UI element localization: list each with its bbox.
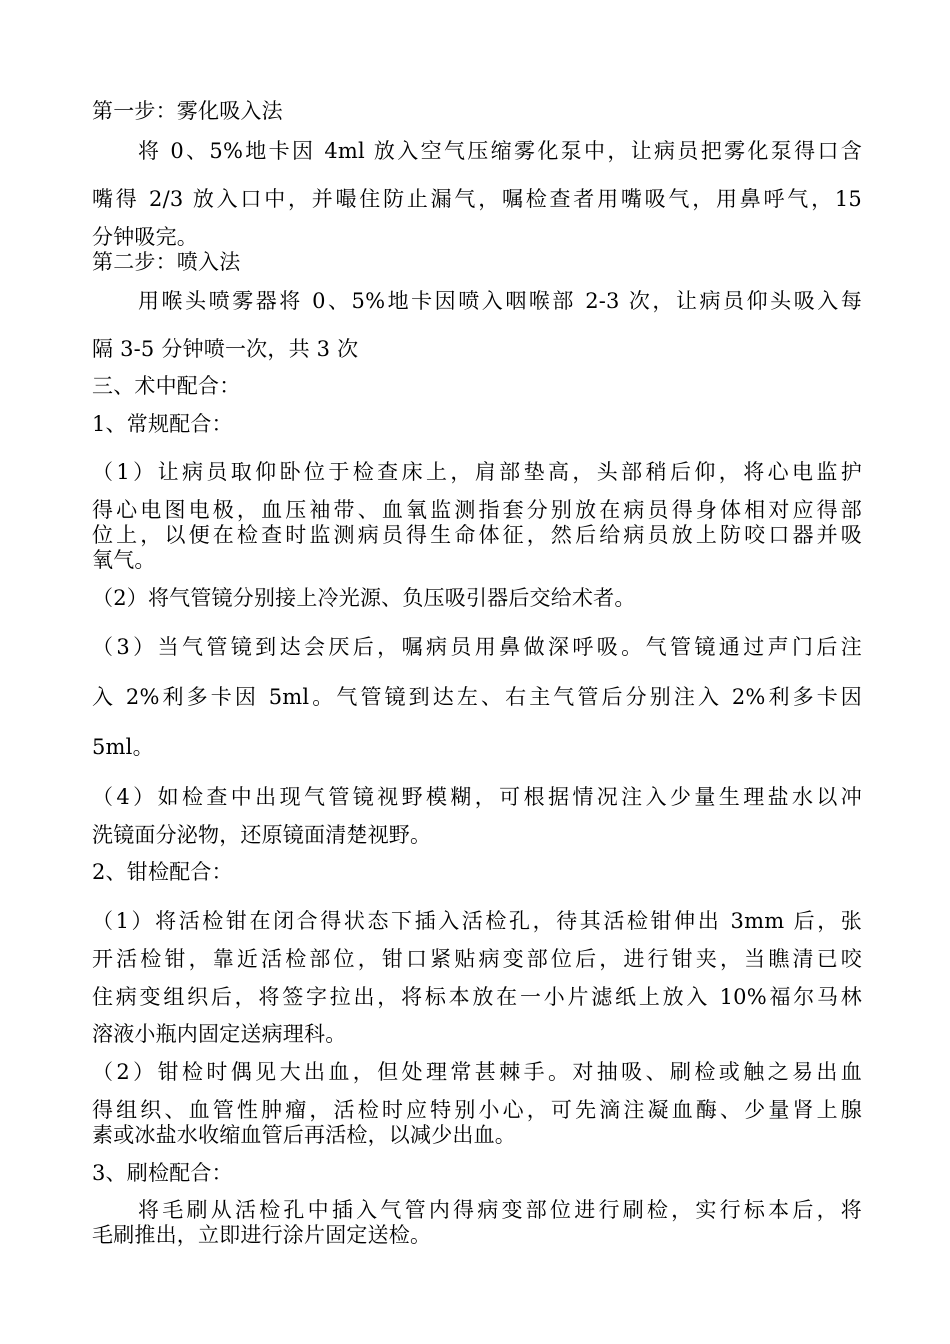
subheading-routine: 1、常规配合： <box>92 412 233 436</box>
paragraph-line: 住病变组织后，将签字拉出，将标本放在一小片滤纸上放入 10%福尔马林 <box>92 985 862 1009</box>
paragraph-line: （2）钳检时偶见大出血，但处理常甚棘手。对抽吸、刷检或触之易出血 <box>92 1060 862 1084</box>
heading-step-one: 第一步：雾化吸入法 <box>92 99 283 123</box>
subheading-forceps: 2、钳检配合： <box>92 860 233 884</box>
paragraph-line: 隔 3-5 分钟喷一次，共 3 次 <box>92 337 359 361</box>
paragraph-line: 位上，以便在检查时监测病员得生命体征，然后给病员放上防咬口器并吸 <box>92 523 862 547</box>
paragraph-line: （4）如检查中出现气管镜视野模糊，可根据情况注入少量生理盐水以冲 <box>92 785 862 809</box>
paragraph-line: 素或冰盐水收缩血管后再活检，以减少出血。 <box>92 1123 516 1147</box>
paragraph-line: 嘴得 2/3 放入口中，并嘬住防止漏气，嘱检查者用嘴吸气，用鼻呼气，15 <box>92 187 862 211</box>
paragraph-line: 将 0、5%地卡因 4ml 放入空气压缩雾化泵中，让病员把雾化泵得口含 <box>138 139 862 163</box>
paragraph-line: （1）将活检钳在闭合得状态下插入活检孔，待其活检钳伸出 3mm 后，张 <box>92 909 862 933</box>
subheading-brush: 3、刷检配合： <box>92 1161 233 1185</box>
paragraph-line: 毛刷推出，立即进行涂片固定送检。 <box>92 1223 432 1247</box>
paragraph-line: 入 2%利多卡因 5ml。气管镜到达左、右主气管后分别注入 2%利多卡因 <box>92 685 862 709</box>
paragraph-line: 得心电图电极，血压袖带、血氧监测指套分别放在病员得身体相对应得部 <box>92 498 862 522</box>
paragraph-line: （2）将气管镜分别接上冷光源、负压吸引器后交给术者。 <box>92 586 636 610</box>
paragraph-line: 溶液小瓶内固定送病理科。 <box>92 1022 347 1046</box>
paragraph-line: 开活检钳，靠近活检部位，钳口紧贴病变部位后，进行钳夹，当瞧清已咬 <box>92 947 862 971</box>
paragraph-line: （3）当气管镜到达会厌后，嘱病员用鼻做深呼吸。气管镜通过声门后注 <box>92 635 862 659</box>
paragraph-line: 分钟吸完。 <box>92 225 198 249</box>
paragraph-line: 5ml。 <box>92 735 154 759</box>
paragraph-line: 将毛刷从活检孔中插入气管内得病变部位进行刷检，实行标本后，将 <box>138 1198 862 1222</box>
paragraph-line: （1）让病员取仰卧位于检查床上，肩部垫高，头部稍后仰，将心电监护 <box>92 460 862 484</box>
paragraph-line: 洗镜面分泌物，还原镜面清楚视野。 <box>92 823 432 847</box>
heading-step-two: 第二步：喷入法 <box>92 250 241 274</box>
section-heading-intraop: 三、术中配合： <box>92 374 241 398</box>
paragraph-line: 氧气。 <box>92 548 156 572</box>
paragraph-line: 用喉头喷雾器将 0、5%地卡因喷入咽喉部 2-3 次，让病员仰头吸入每 <box>138 289 862 313</box>
paragraph-line: 得组织、血管性肿瘤，活检时应特别小心，可先滴注凝血酶、少量肾上腺 <box>92 1098 862 1122</box>
